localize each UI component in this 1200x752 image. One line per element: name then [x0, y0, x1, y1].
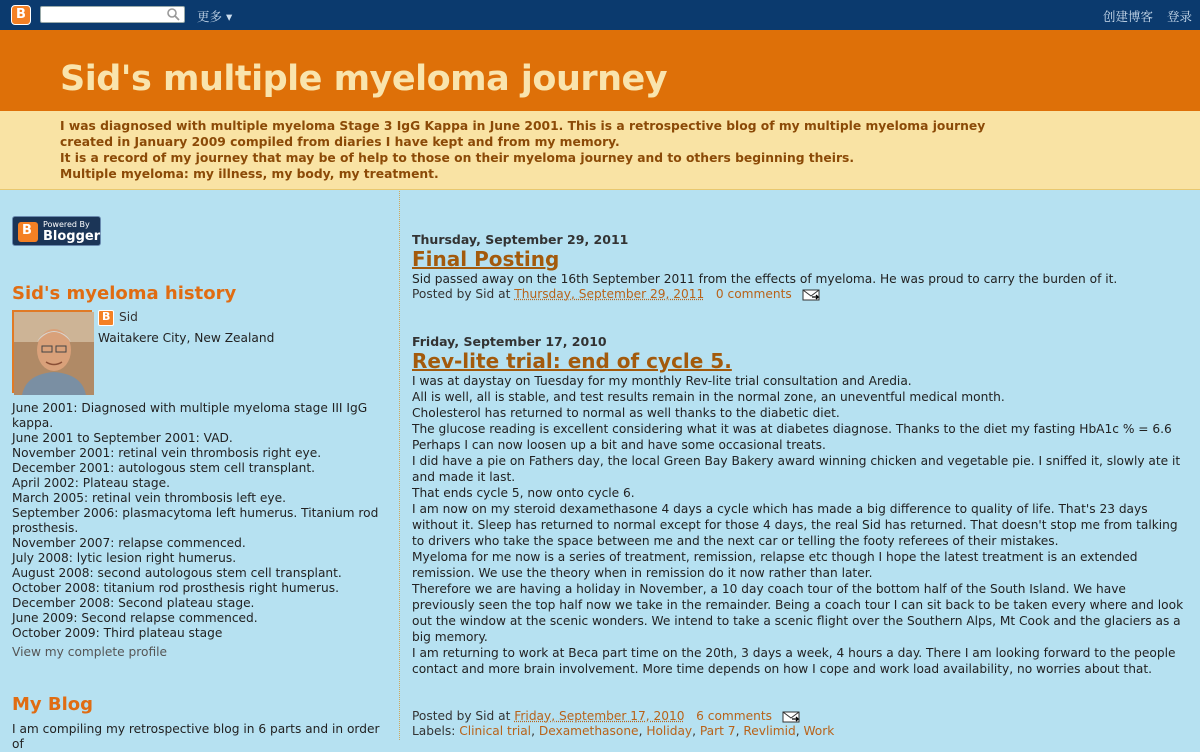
powered-by-blogger-badge[interactable] — [12, 216, 101, 246]
description-line: created in January 2009 compiled from diaries I have kept and from my memory. — [60, 135, 620, 149]
post-paragraph: Sid passed away on the 16th September 2011 from the effects of myeloma. He was proud to carry the burden of it. — [412, 272, 1118, 286]
history-item: June 2009: Second relapse commenced. — [12, 611, 258, 625]
post-timestamp-link[interactable]: Friday, September 17, 2010 — [514, 709, 685, 723]
label-link[interactable]: Holiday — [646, 724, 693, 738]
history-item: December 2008: Second plateau stage. — [12, 596, 255, 610]
search-input[interactable] — [40, 6, 185, 23]
profile-location: Waitakere City, New Zealand — [98, 331, 275, 345]
post-title[interactable]: Rev-lite trial: end of cycle 5. — [412, 349, 732, 373]
history-heading: Sid's myeloma history — [12, 283, 237, 304]
post-paragraph: Myeloma for me now is a series of treatment, remission, relapse etc though I hope the latest treatment is an extended remission. We use the theory when in remission do it now rather than later. — [412, 550, 1138, 580]
label-link[interactable]: Dexamethasone — [538, 724, 639, 738]
blog-intro-text: I am compiling my retrospective blog in 6 parts and in order of — [12, 722, 380, 751]
description-line: Multiple myeloma: my illness, my body, my treatment. — [60, 167, 439, 181]
profile-photo[interactable] — [12, 310, 92, 393]
posted-by: Posted by Sid at — [412, 709, 511, 723]
comments-link[interactable]: 6 comments — [696, 709, 773, 723]
label-link[interactable]: Revlimid — [743, 724, 796, 738]
post-paragraph: All is well, all is stable, and test results remain in the normal zone, an uneventful medical month. — [412, 390, 1005, 404]
description-line: I was diagnosed with multiple myeloma Stage 3 IgG Kappa in June 2001. This is a retrospective blog of my multiple myeloma journey — [60, 119, 986, 133]
post-paragraph: The glucose reading is excellent considering what it was at diabetes diagnose. Thanks to the diet my fasting HbA1c % = 6.6 — [412, 422, 1172, 436]
history-item: July 2008: lytic lesion right humerus. — [12, 551, 237, 565]
labels-prefix: Labels: — [412, 724, 456, 738]
blogger-logo-icon[interactable] — [11, 5, 31, 25]
post-paragraph: Therefore we are having a holiday in November, a 10 day coach tour of the bottom half of the South Island. We have previously seen the top half now we take in the remainder. Being a coach tour I can sit back to be taken every where and look out the window at the scenic wonders. We intend to take a scenic flight over the Southern Alps, Mt Cook and the glaciers as a big memory. — [412, 582, 1184, 644]
search-icon[interactable] — [166, 7, 181, 22]
post-paragraph: I am returning to work at Beca part time on the 20th, 3 days a week, 4 hours a day. There I am looking forward to the people contact and more brain involvement. More time depends on how I cope and work load availability, no worries about that. — [412, 646, 1176, 676]
history-item: September 2006: plasmacytoma left humerus. Titanium rod prosthesis. — [12, 506, 379, 535]
history-item: October 2009: Third plateau stage — [12, 626, 223, 640]
comments-link[interactable]: 0 comments — [715, 287, 792, 301]
blogger-text: Blogger — [43, 229, 101, 244]
post-body — [412, 373, 1192, 677]
label-link[interactable]: Clinical trial — [459, 724, 532, 738]
post-paragraph: That ends cycle 5, now onto cycle 6. — [412, 486, 635, 500]
history-item: June 2001 to September 2001: VAD. — [12, 431, 233, 445]
email-post-icon[interactable] — [802, 289, 820, 301]
email-post-icon[interactable] — [782, 711, 800, 723]
history-item: December 2001: autologous stem cell transplant. — [12, 461, 315, 475]
label-link[interactable]: Work — [803, 724, 835, 738]
posted-by: Posted by Sid at — [412, 287, 511, 301]
description-line: It is a record of my journey that may be of help to those on their myeloma journey and to others beginning theirs. — [60, 151, 855, 165]
blog-description — [0, 111, 1200, 190]
label-link[interactable]: Part 7 — [699, 724, 736, 738]
powered-by-text: Powered By — [43, 220, 90, 229]
profile-name[interactable]: Sid — [119, 310, 138, 324]
blogger-navbar — [0, 0, 1200, 30]
post-footer — [412, 287, 820, 301]
history-list — [12, 401, 392, 641]
history-item: October 2008: titanium rod prosthesis right humerus. — [12, 581, 339, 595]
post-paragraph: Perhaps I can now loosen up a bit and have some occasional treats. — [412, 438, 826, 452]
post-paragraph: I am now on my steroid dexamethasone 4 days a cycle which has made a big difference to quality of life. That's 23 days without it. Sleep has returned to normal except for those 4 days, the real Sid has returned. That doesn't stop me from talking to drivers who take the space between me and the next car or telling the footy referees of their mistakes. — [412, 502, 1178, 548]
sidebar — [0, 191, 399, 751]
view-profile-link[interactable]: View my complete profile — [12, 645, 168, 659]
post-paragraph: I was at daystay on Tuesday for my monthly Rev-lite trial consultation and Aredia. — [412, 374, 912, 388]
history-item: August 2008: second autologous stem cell transplant. — [12, 566, 342, 580]
history-item: November 2001: retinal vein thrombosis right eye. — [12, 446, 322, 460]
history-item: June 2001: Diagnosed with multiple myeloma stage III IgG kappa. — [12, 401, 368, 430]
post-paragraph: I did have a pie on Fathers day, the local Green Bay Bakery award winning chicken and vegetable pie. I sniffed it, slowly ate it and made it last. — [412, 454, 1181, 484]
my-blog-heading: My Blog — [12, 694, 94, 715]
post-footer — [412, 709, 800, 723]
post-title[interactable]: Final Posting — [412, 247, 560, 271]
post-date: Friday, September 17, 2010 — [412, 334, 607, 349]
blog-header — [0, 30, 1200, 111]
post-timestamp-link[interactable]: Thursday, September 29, 2011 — [514, 287, 705, 301]
post-body — [412, 271, 1192, 287]
history-item: November 2007: relapse commenced. — [12, 536, 246, 550]
login-link[interactable]: 登录 — [1166, 9, 1192, 24]
blogger-badge-icon — [18, 222, 38, 242]
blog-title[interactable]: Sid's multiple myeloma journey — [60, 59, 668, 99]
history-item: March 2005: retinal vein thrombosis left eye. — [12, 491, 286, 505]
more-menu[interactable]: 更多 ▾ — [197, 9, 233, 24]
post-labels: Labels: Clinical trial, Dexamethasone, Holiday, Part 7, Revlimid, Work — [412, 724, 835, 738]
create-blog-link[interactable]: 创建博客 — [1102, 9, 1153, 24]
post-paragraph: Cholesterol has returned to normal as well thanks to the diabetic diet. — [412, 406, 840, 420]
avatar-image — [14, 312, 94, 395]
post-date: Thursday, September 29, 2011 — [412, 232, 629, 247]
column-divider — [399, 191, 400, 740]
history-item: April 2002: Plateau stage. — [12, 476, 170, 490]
blogger-profile-icon — [98, 310, 114, 326]
